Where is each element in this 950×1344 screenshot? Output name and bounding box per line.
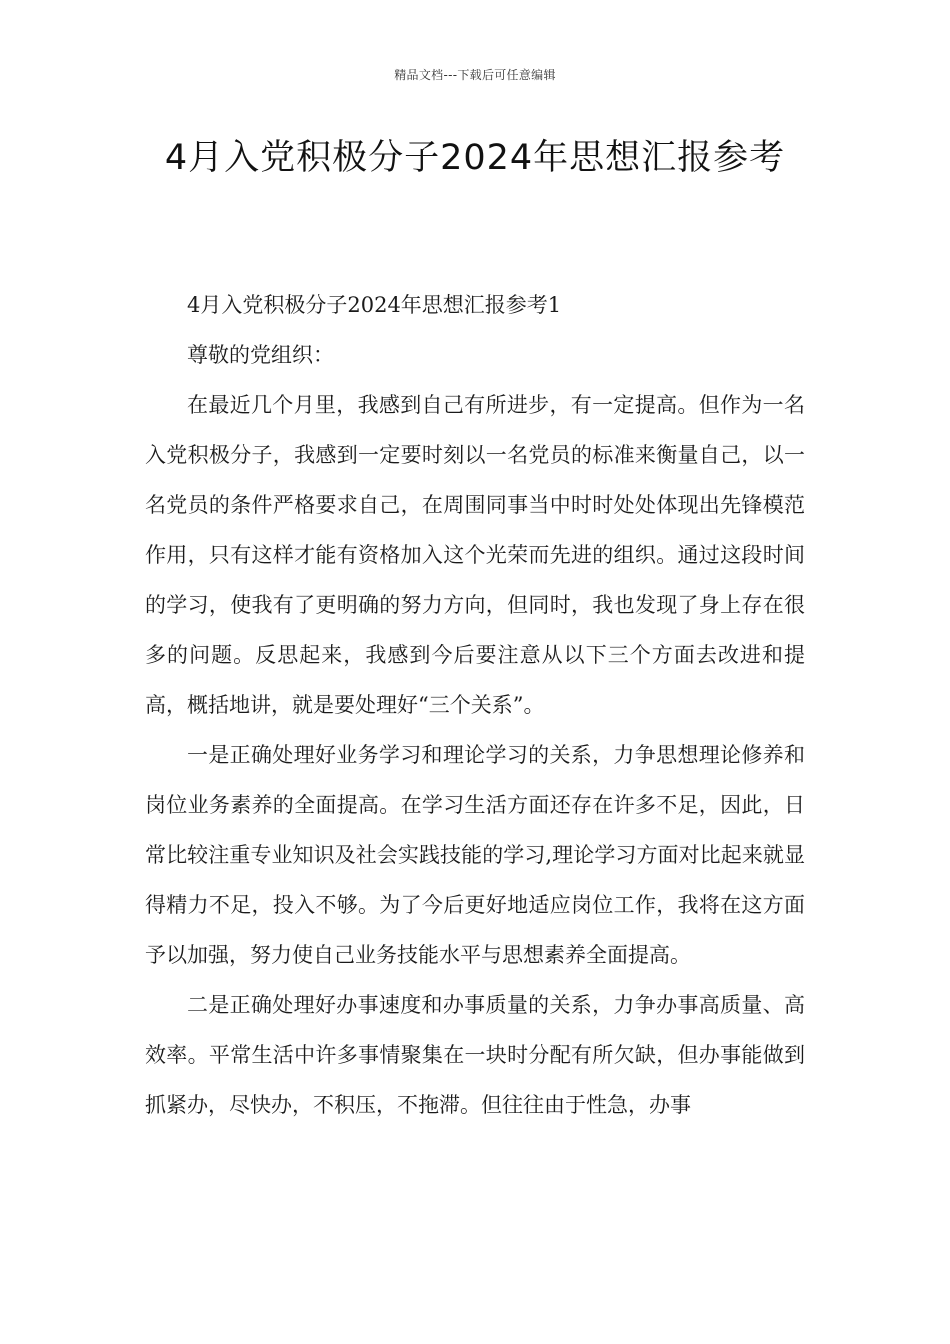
document-body: [145, 280, 805, 1130]
body-paragraph-intro: 在最近几个月里，我感到自己有所进步，有一定提高。但作为一名入党积极分子，我感到一定要时刻以一名党员的标准来衡量自己，以一名党员的条件严格要求自己，在周围同事当中时时处处体现出先锋模范作用，只有这样才能有资格加入这个光荣而先进的组织。通过这段时间的学习，使我有了更明确的努力方向，但同时，我也发现了身上存在很多的问题。反思起来，我感到今后要注意从以下三个方面去改进和提高，概括地讲，就是要处理好“三个关系”。: [145, 393, 805, 717]
body-paragraph-second-point: 二是正确处理好办事速度和办事质量的关系，力争办事高质量、高效率。平常生活中许多事情聚集在一块时分配有所欠缺，但办事能做到抓紧办，尽快办，不积压，不拖滞。但往往由于性急，办事: [145, 993, 805, 1117]
document-title: 4月入党积极分子2024年思想汇报参考: [164, 138, 786, 178]
body-paragraph-first-point: 一是正确处理好业务学习和理论学习的关系，力争思想理论修养和岗位业务素养的全面提高。在学习生活方面还存在许多不足，因此，日常比较注重专业知识及社会实践技能的学习,理论学习方面对比起来就显得精力不足，投入不够。为了今后更好地适应岗位工作，我将在这方面予以加强，努力使自己业务技能水平与思想素养全面提高。: [145, 743, 805, 967]
header-note: 精品文档---下载后可任意编辑: [394, 68, 556, 82]
salutation-paragraph: 尊敬的党组织：: [187, 343, 334, 367]
subtitle-paragraph: 4月入党积极分子2024年思想汇报参考1: [187, 293, 562, 317]
